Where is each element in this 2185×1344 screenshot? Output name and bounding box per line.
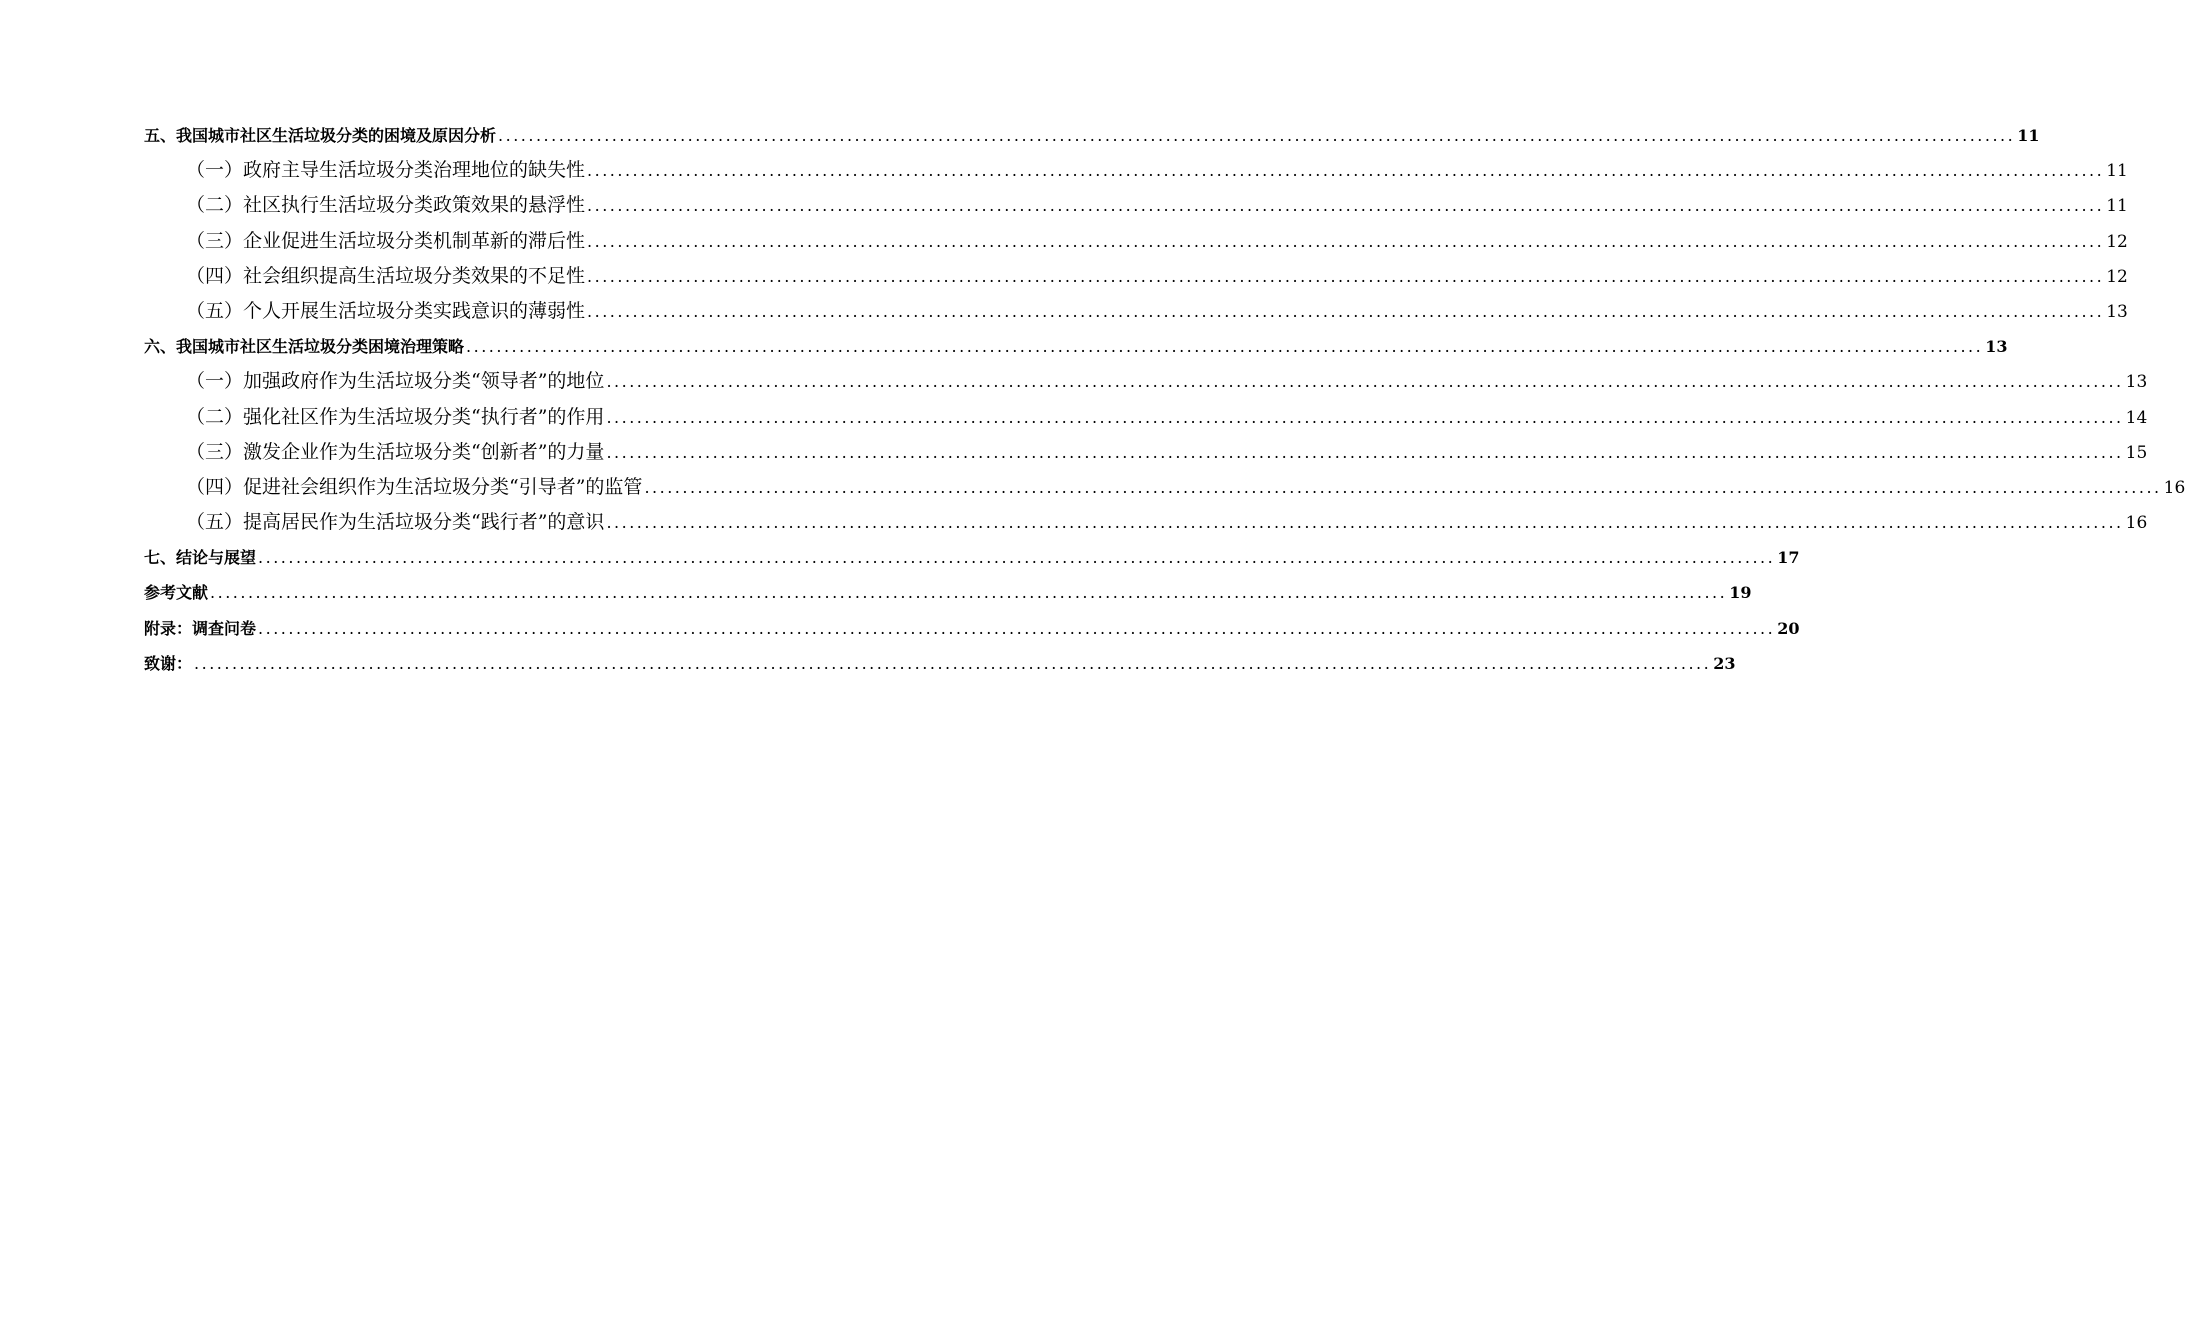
toc-entry-page: 13: [2125, 372, 2148, 393]
toc-entry[interactable]: [144, 259, 2128, 294]
table-of-contents: [144, 118, 2185, 681]
toc-entry[interactable]: [144, 575, 1752, 610]
dot-leader: ........................................................................................................................................................................................................: [606, 407, 2124, 427]
toc-entry[interactable]: [144, 435, 2148, 470]
toc-entry[interactable]: [144, 611, 1800, 646]
toc-entry-page: 14: [2125, 407, 2148, 428]
dot-leader: ........................................................................................................................................................................................................: [258, 548, 1776, 568]
toc-entry-page: 13: [2106, 301, 2128, 322]
dot-leader: ........................................................................................................................................................................................................: [606, 513, 2124, 533]
dot-leader: ........................................................................................................................................................................................................: [194, 653, 1712, 673]
toc-entry-page: 17: [1777, 548, 1800, 568]
toc-entry[interactable]: [144, 470, 2185, 505]
dot-leader: ........................................................................................................................................................................................................: [587, 266, 2105, 286]
toc-entry[interactable]: [144, 188, 2128, 223]
toc-entry-title: 附录：调查问卷: [144, 618, 257, 638]
dot-leader: ........................................................................................................................................................................................................: [587, 196, 2105, 216]
toc-entry-title: （一）加强政府作为生活垃圾分类“领导者”的地位: [186, 370, 605, 393]
toc-entry-title: （五）提高居民作为生活垃圾分类“践行者”的意识: [186, 511, 605, 534]
toc-entry-page: 12: [2106, 266, 2128, 287]
dot-leader: ........................................................................................................................................................................................................: [587, 161, 2105, 181]
dot-leader: ........................................................................................................................................................................................................: [258, 618, 1776, 638]
toc-entry[interactable]: [144, 364, 2148, 399]
toc-entry-title: （四）促进社会组织作为生活垃圾分类“引导者”的监管: [186, 475, 643, 498]
toc-entry[interactable]: [144, 294, 2128, 329]
dot-leader: ........................................................................................................................................................................................................: [587, 231, 2105, 251]
dot-leader: ........................................................................................................................................................................................................: [466, 337, 1984, 357]
toc-entry[interactable]: [144, 224, 2128, 259]
toc-entry[interactable]: [144, 329, 2008, 364]
toc-entry-page: 16: [2125, 513, 2148, 534]
toc-entry[interactable]: [144, 153, 2128, 188]
toc-entry-page: 19: [1729, 583, 1752, 603]
toc-entry-page: 16: [2163, 477, 2185, 498]
toc-entry-title: （一）政府主导生活垃圾分类治理地位的缺失性: [186, 159, 586, 182]
toc-entry-page: 11: [2017, 126, 2040, 145]
toc-entry-title: （二）社区执行生活垃圾分类政策效果的悬浮性: [186, 194, 586, 217]
toc-entry-page: 11: [2106, 161, 2128, 182]
dot-leader: ........................................................................................................................................................................................................: [498, 126, 2016, 145]
toc-entry[interactable]: [144, 540, 1800, 575]
toc-entry-page: 11: [2106, 196, 2128, 217]
toc-entry-page: 20: [1777, 618, 1800, 638]
toc-entry-page: 12: [2106, 231, 2128, 252]
dot-leader: ........................................................................................................................................................................................................: [606, 372, 2124, 392]
toc-entry-title: （三）激发企业作为生活垃圾分类“创新者”的力量: [186, 440, 605, 463]
toc-entry-title: （五）个人开展生活垃圾分类实践意识的薄弱性: [186, 299, 586, 322]
toc-entry[interactable]: [144, 646, 1736, 681]
toc-entry-page: 15: [2125, 442, 2148, 463]
toc-entry-title: 七、结论与展望: [144, 548, 257, 568]
toc-entry[interactable]: [144, 400, 2148, 435]
dot-leader: ........................................................................................................................................................................................................: [606, 442, 2124, 462]
toc-entry-title: （四）社会组织提高生活垃圾分类效果的不足性: [186, 264, 586, 287]
toc-entry-title: 致谢：: [144, 653, 193, 673]
dot-leader: ........................................................................................................................................................................................................: [210, 583, 1728, 603]
toc-entry-title: （三）企业促进生活垃圾分类机制革新的滞后性: [186, 229, 586, 252]
toc-entry-title: 参考文献: [144, 583, 209, 603]
dot-leader: ........................................................................................................................................................................................................: [587, 301, 2105, 321]
toc-entry[interactable]: [144, 505, 2148, 540]
dot-leader: ........................................................................................................................................................................................................: [644, 477, 2162, 497]
toc-entry-title: （二）强化社区作为生活垃圾分类“执行者”的作用: [186, 405, 605, 428]
toc-entry-page: 23: [1713, 653, 1736, 673]
toc-entry-page: 13: [1985, 337, 2008, 357]
toc-entry-title: 五、我国城市社区生活垃圾分类的困境及原因分析: [144, 126, 497, 145]
toc-entry[interactable]: [144, 118, 2040, 153]
toc-entry-title: 六、我国城市社区生活垃圾分类困境治理策略: [144, 337, 465, 357]
